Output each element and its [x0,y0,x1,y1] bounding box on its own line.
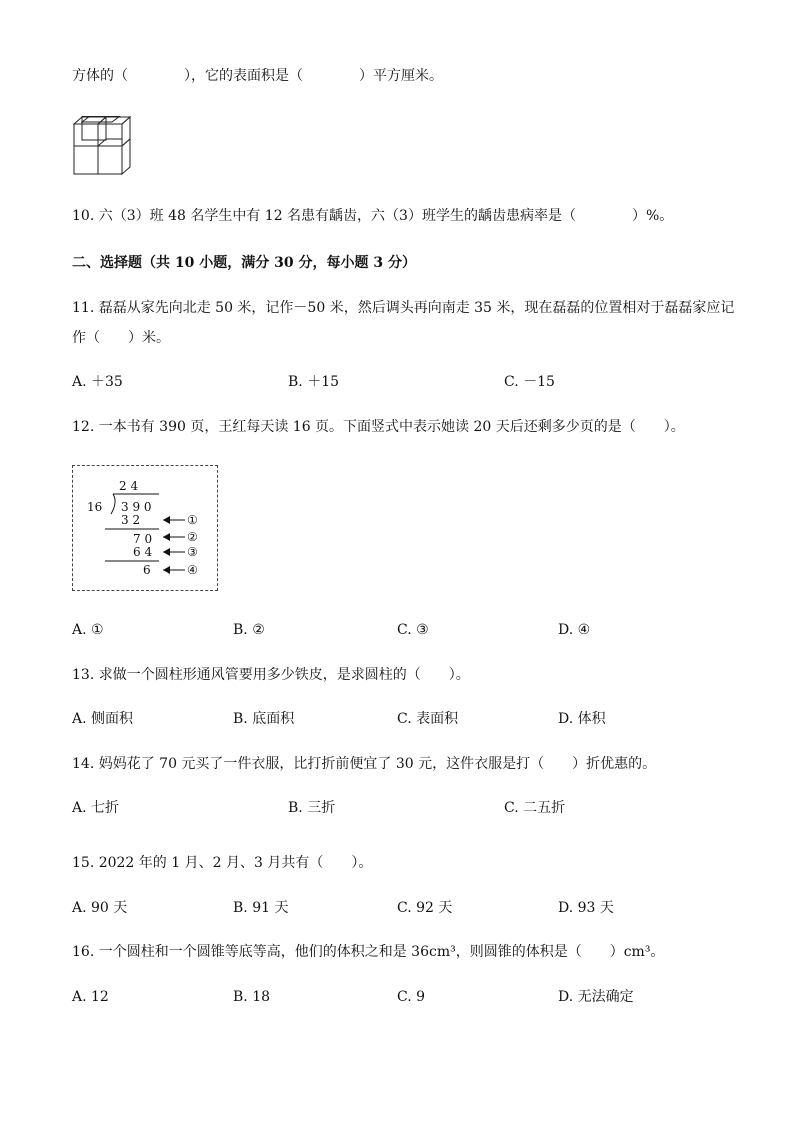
question-11-line2: 作（ ）米。 [72,330,170,346]
division-step3: 6 4 [133,545,153,559]
division-dividend: 3 9 0 [121,500,152,514]
marker-1: ① [187,513,198,527]
division-step1: 3 2 [121,513,141,527]
q14-option-b[interactable]: B. 三折 [288,800,336,816]
q12-option-a[interactable]: A. ① [72,622,104,638]
question-11-line1: 11. 磊磊从家先向北走 50 米，记作－50 米，然后调头再向南走 35 米，现在磊磊的位置相对于磊磊家应记 [72,300,735,316]
question-12: 12. 一本书有 390 页，王红每天读 16 页。下面竖式中表示她读 20 天后还剩多少页的是（ ）。 [72,419,685,435]
q11-option-a[interactable]: A. ＋35 [72,374,123,390]
question-16: 16. 一个圆柱和一个圆锥等底等高，他们的体积之和是 36cm³，则圆锥的体积是（ ）cm³。 [72,944,665,960]
q15-option-d[interactable]: D. 93 天 [558,900,614,916]
division-divisor: 16 [87,500,103,514]
q12-option-d[interactable]: D. ④ [558,622,591,638]
q15-option-c[interactable]: C. 92 天 [397,900,453,916]
q16-option-d[interactable]: D. 无法确定 [558,989,634,1005]
q16-option-c[interactable]: C. 9 [397,989,426,1005]
section-2-title: 二、选择题（共 10 小题，满分 30 分，每小题 3 分） [72,255,416,271]
division-step4: 6 [143,563,151,577]
q16-option-b[interactable]: B. 18 [233,989,271,1005]
q15-option-a[interactable]: A. 90 天 [72,900,128,916]
question-14: 14. 妈妈花了 70 元买了一件衣服，比打折前便宜了 30 元，这件衣服是打（ ）折优惠的。 [72,756,657,772]
q13-option-b[interactable]: B. 底面积 [233,711,295,727]
long-division-figure [73,466,219,592]
question-15: 15. 2022 年的 1 月、2 月、3 月共有（ ）。 [72,855,373,871]
q16-option-a[interactable]: A. 12 [72,989,109,1005]
marker-2: ② [187,530,198,544]
question-13: 13. 求做一个圆柱形通风管要用多少铁皮，是求圆柱的（ ）。 [72,667,470,683]
q11-option-c[interactable]: C. －15 [504,374,555,390]
question-10: 10. 六（3）班 48 名学生中有 12 名患有龋齿，六（3）班学生的龋齿患病率是（ ）%。 [72,208,674,224]
q14-option-a[interactable]: A. 七折 [72,800,120,816]
marker-3: ③ [187,545,198,559]
division-quotient: 2 4 [119,479,139,493]
division-step2: 7 0 [133,532,153,546]
intro-line: 方体的（ ），它的表面积是（ ）平方厘米。 [72,68,443,84]
q12-option-c[interactable]: C. ③ [397,622,429,638]
q13-option-d[interactable]: D. 体积 [558,711,606,727]
q12-option-b[interactable]: B. ② [233,622,265,638]
q11-option-b[interactable]: B. ＋15 [288,374,340,390]
marker-4: ④ [187,563,198,577]
q13-option-a[interactable]: A. 侧面积 [72,711,134,727]
cube-stack-figure [72,116,136,180]
division-bracket [111,494,115,514]
q15-option-b[interactable]: B. 91 天 [233,900,289,916]
q14-option-c[interactable]: C. 二五折 [504,800,566,816]
long-division-box [72,465,218,591]
q13-option-c[interactable]: C. 表面积 [397,711,459,727]
